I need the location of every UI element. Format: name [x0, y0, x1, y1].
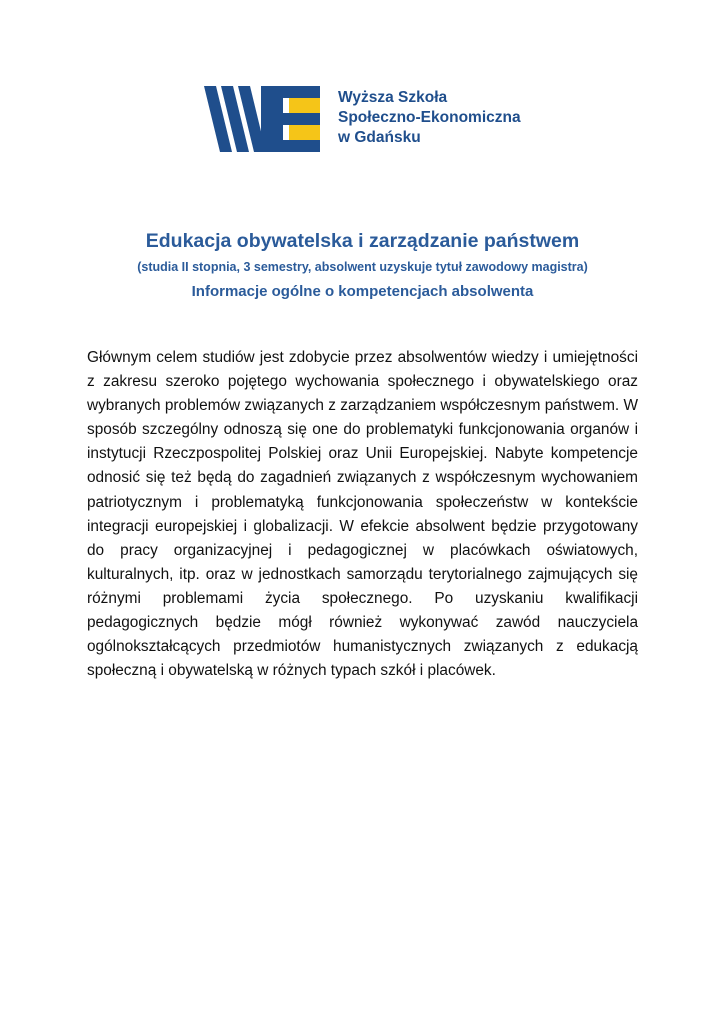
school-name-line-2: Społeczno-Ekonomiczna — [338, 109, 521, 126]
wsse-logo-mark-icon — [204, 86, 320, 152]
document-header — [0, 228, 725, 302]
school-name-line-1: Wyższa Szkoła — [338, 89, 448, 106]
school-name — [338, 88, 521, 148]
school-name-line-3: w Gdańsku — [338, 129, 421, 146]
section-heading: Informacje ogólne o kompetencjach absolwenta — [191, 283, 534, 300]
school-logo — [204, 86, 521, 152]
document-title: Edukacja obywatelska i zarządzanie państwem — [145, 230, 580, 252]
body-paragraph: Głównym celem studiów jest zdobycie przez absolwentów wiedzy i umiejętności z zakresu szeroko pojętego wychowania społecznego i obywatelskiego oraz wybranych problemów związanych z zarządzaniem współczesnym państwem. W sposób szczególny odnoszą się one do problematyki funkcjonowania organów i instytucji Rzeczpospolitej Polskiej oraz Unii Europejskiej. Nabyte kompetencje odnosić się też będą do zagadnień związanych z współczesnym wychowaniem patriotycznym i problematyką funkcjonowania społeczeństw w kontekście integracji europejskiej i globalizacji. W efekcie absolwent będzie przygotowany do pracy organizacyjnej i pedagogicznej w placówkach oświatowych, kulturalnych, itp. oraz w jednostkach samorządu terytorialnego zajmujących się różnymi problemami życia społecznego. Po uzyskaniu kwalifikacji pedagogicznych będzie mógł również wykonywać zawód nauczyciela ogólnokształcących przedmiotów humanistycznych związanych z edukacją społeczną i obywatelską w różnych typach szkół i placówek. — [87, 349, 638, 680]
document-subtitle: (studia II stopnia, 3 semestry, absolwent uzyskuje tytuł zawodowy magistra) — [137, 260, 588, 274]
